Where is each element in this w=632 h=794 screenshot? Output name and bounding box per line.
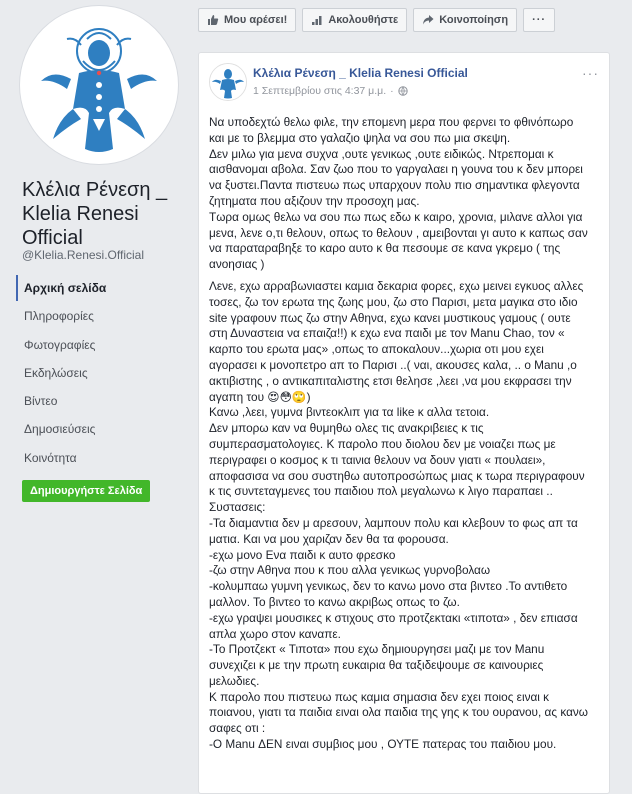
post-options-button[interactable]: ··· (582, 65, 599, 81)
text-line: Να υποδεχτώ θελω φιλε, την επομενη μερα που φερνει το φθινόπωρο (209, 115, 574, 129)
post-card (198, 52, 610, 794)
nav-item-about[interactable]: Πληροφορίες (24, 309, 94, 324)
text-line: -Τα διαμαντια δεν μ αρεσουν, λαμπουν πολυ και κλεβουν το φως απ τα (209, 515, 578, 530)
post-author-name[interactable]: Κλέλια Ρένεση _ Klelia Renesi Official (253, 66, 468, 80)
page-handle: @Klelia.Renesi.Official (22, 248, 145, 262)
globe-icon (398, 86, 408, 96)
nav-item-events[interactable]: Εκδηλώσεις (24, 365, 88, 380)
text-line: Δεν μιλω για μενα συχνα ,ουτε γενικως ,ουτε ειδικώς. Ντρεπομαι κ (209, 146, 554, 161)
thumbs-up-icon (207, 14, 219, 26)
post-meta (253, 85, 408, 97)
meta-separator: · (390, 85, 394, 97)
text-line: Κανω ,λεει, γυμνα βιντεοκλιπ για τα like κ αλλα τετοια. (209, 405, 490, 420)
goddess-logo-icon (210, 64, 246, 100)
post-header (209, 63, 599, 103)
text-line: -εχω γραψει μουσικες κ στιχους στο προτζεκτακι «τιποτα» , δεν επιασα (209, 610, 578, 625)
text-line: περιγραφει ο κοσμος κ τι ταινια θελουν να δουν γιατι « πουλαει», (209, 452, 546, 467)
text-line: Δεν μπορω καν να θυμηθω ολες τις ανακριβειες κ τις (209, 421, 484, 436)
text-line: αγαπη του 😍😳🙄) (209, 389, 311, 404)
create-page-button[interactable]: Δημιουργήστε Σελίδα (22, 480, 150, 502)
text-line: καρπο του ερωτα μας» ,οπως το αποκαλουν...χωρια οτι μου εχει (209, 342, 544, 357)
text-line: απλα χωρο στον καναπε. (209, 626, 341, 641)
text-line: ακτιβιστης , ο αντικαπιταλιστης ετσι θελησε ,λεει ,να μου εκφρασει την (209, 373, 572, 388)
page-action-bar (198, 8, 555, 32)
post-text (209, 115, 593, 759)
follow-button[interactable] (302, 8, 407, 32)
text-line: να παραταραβηξε το καρο αυτο κ θα πεσουμε σε κανα γκρεμο ( της (209, 241, 561, 256)
text-line: ζητηματα που αξιζουν την προσοχη μας. (209, 193, 420, 208)
post-paragraph-1 (209, 115, 593, 273)
post-timestamp[interactable]: 1 Σεπτεμβρίου στις 4:37 μ.μ. (253, 85, 387, 97)
text-line: συνεχιζει κ με την πρωτη ευκαιρια θα ταξιδεψουμε σε καινουριες (209, 658, 544, 673)
text-line: μελωδιες. (209, 673, 260, 688)
text-line: ανοησιας ) (209, 257, 265, 272)
text-line: συμπερασματολογιες. Κ παρολο που διολου δεν με νοιαζει πως με (209, 436, 556, 451)
text-line: -ζω στην Αθηνα που κ που αλλα γενικως γυρνοβολαω (209, 563, 491, 578)
text-line: -εχω μονο Ενα παιδι κ αυτο φρεσκο (209, 547, 396, 562)
text-line: να ξυστει.Παντα πιστευω πως υπαρχουν πολυ πιο σημαντικα φλεγοντα (209, 178, 580, 193)
share-button-label: Κοινοποίηση (439, 14, 509, 26)
text-line: Κ παρολο που πιστευω πως καμια σημασια δεν εχει ποιος ειναι κ (209, 689, 550, 704)
nav-item-videos[interactable]: Βίντεο (24, 394, 58, 409)
text-line: Τωρα ομως θελω να σου πω πως εδω κ καιρο, χρονια, μιλανε αλλοι για (209, 209, 583, 224)
post-paragraph-2 (209, 279, 593, 753)
nav-item-community[interactable]: Κοινότητα (24, 450, 77, 465)
text-line: -Το Προτζεκτ « Τιποτα» που εχω δημιουργησει μαζι με τον Manu (209, 642, 545, 657)
text-line: Λενε, εχω αρραβωνιαστει καμια δεκαρια φορες, εχω μεινει εγκυος αλλες (209, 278, 584, 293)
text-line: τοσες, ζω τον ερωτα της ζωης μου, ζω στο Παρισι, μετα μαγικα στο ιδιο (209, 294, 578, 309)
nav-item-posts[interactable]: Δημοσιεύσεις (24, 422, 96, 437)
text-line: σαφες οτι : (209, 721, 266, 736)
text-line: -Ο Manu ΔΕΝ ειναι συμβιος μου , ΟΥΤΕ πατερας του παιδιου μου. (209, 737, 557, 752)
text-line: site γραφουν πως ζω στην Αθηνα, εχω κανει μυστικους γαμους ( ουτε (209, 310, 571, 325)
text-line: αισθανομαι αβολα. Σαν ζωο που το γαργαλαει η γουνα του κ δεν μπορει (209, 162, 583, 177)
like-button[interactable] (198, 8, 296, 32)
page-profile-picture[interactable] (20, 6, 178, 164)
text-line: ποιανου, γιατι τα παιδια ειναι ολα παιδια της γης κ του ουρανου, ας κανω (209, 705, 589, 720)
page-sidebar (0, 0, 180, 768)
like-button-label: Μου αρέσει! (224, 14, 288, 26)
page-title: Κλέλια Ρένεση _ Klelia Renesi Official (22, 179, 168, 249)
text-line: μενα, λενε ο,τι θελουν, οπως το θελουν , αμειβονται γι αυτο κ καπως σαν (209, 225, 588, 240)
post-author-avatar[interactable] (209, 63, 247, 101)
text-line: μαλλον. Το βιντεο το κανω ακριβως οπως το ζω. (209, 594, 460, 609)
more-options-button[interactable]: ··· (523, 8, 555, 32)
text-line: κ τις συντεταγμενες του παιδιου πολ μεγαλωνω κ λιγο παραπαει .. (209, 484, 553, 499)
nav-item-home[interactable]: Αρχική σελίδα (16, 275, 182, 301)
text-line: ματια. Και να μου χαριζαν δεν θα τα φορουσα. (209, 531, 449, 546)
text-line: Συστασεις: (209, 500, 266, 515)
share-arrow-icon (422, 14, 434, 26)
text-line: και με το βλεμμα στο γαλαζιο ψηλα να σου πω μια σκεψη. (209, 130, 511, 145)
goddess-logo-icon (23, 9, 175, 161)
text-line: αποφασισα να σου συστηθω αυτοπροσώπως μιας κ τωρα περιγραφουν (209, 468, 585, 483)
rss-follow-icon (311, 14, 323, 26)
nav-item-photos[interactable]: Φωτογραφίες (24, 337, 96, 352)
text-line: αγορασει κ μονοπετρο απ το Παρισι ..( ναι, ακουσες καλα, .. ο Manu ,ο (209, 357, 577, 372)
share-button[interactable] (413, 8, 517, 32)
page-navigation (16, 275, 182, 473)
follow-button-label: Ακολουθήστε (328, 14, 399, 26)
text-line: στη Δυναστεια να επαιζα!!) κ εχω ενα παιδι με τον Manu Chao, τον « (209, 326, 565, 341)
text-line: -κολυμπαω γυμνη γενικως, δεν το κανω μονο στα βιντεο .Το αντιθετο (209, 579, 568, 594)
